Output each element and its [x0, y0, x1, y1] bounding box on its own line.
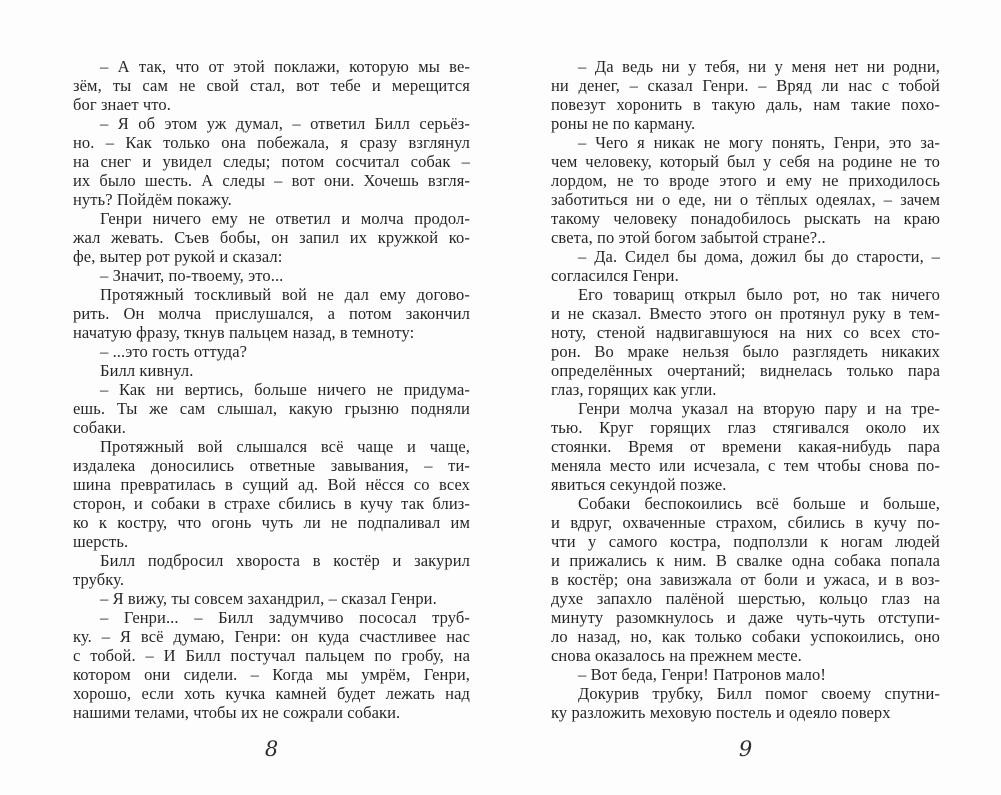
text-line: тью. Круг горящих глаз стягивался около их [551, 418, 940, 437]
text-line: и не сказал. Вместо этого он протянул руку в тем- [551, 304, 940, 323]
page-number-right: 9 [738, 737, 753, 761]
paragraph [551, 665, 940, 684]
text-line: нашими телами, чтобы их не сожрали собаки. [73, 703, 401, 722]
paragraph [73, 114, 470, 209]
left-page [73, 57, 470, 761]
paragraph [551, 133, 940, 247]
text-line: рон. Во мраке нельзя было разглядеть никаких [551, 342, 940, 361]
text-line: – Я вижу, ты совсем захандрил, – сказал Генри. [100, 589, 437, 608]
text-line: собаки. [73, 418, 126, 437]
text-line: зём, ты сам не свой стал, вот тебе и мерещится [73, 76, 470, 95]
paragraph [551, 57, 940, 133]
text-line: начатую фразу, ткнув пальцем назад, в темноту: [73, 323, 415, 342]
text-line: хорошо, если хоть кучка камней будет лежать над [73, 684, 470, 703]
text-line: роны не по карману. [551, 114, 696, 133]
page-number-left: 8 [264, 737, 279, 761]
text-line: и вдруг, охваченные страхом, сбились в кучу по- [551, 513, 940, 532]
text-line: и прижались к ним. В свалке одна собака попала [551, 551, 940, 570]
text-line: ло назад, но, как только собаки успокоились, оно [551, 627, 940, 646]
text-line: Докурив трубку, Билл помог своему спутни- [578, 684, 940, 703]
text-line: Его товарищ открыл было рот, но так ничего [578, 285, 940, 304]
text-line: минуту разомкнулось и даже чуть-чуть отступи- [551, 608, 940, 627]
text-line: трубку. [73, 570, 125, 589]
paragraph [73, 209, 470, 266]
left-page-text [73, 57, 470, 722]
text-line: Билл кивнул. [100, 361, 194, 380]
text-line: чти у самого костра, подползли к ногам людей [551, 532, 940, 551]
text-line: бог знает что. [73, 95, 171, 114]
paragraph [73, 608, 470, 722]
text-line: жал жевать. Съев бобы, он запил их кружкой ко- [73, 228, 470, 247]
text-line: ко к костру, что огонь чуть ли не подпаливал им [73, 513, 470, 532]
text-line: на снег и увидел следы; потом сосчитал собак – [73, 152, 470, 171]
text-line: ку. – Я всё думаю, Генри: он куда счастливее нас [73, 627, 470, 646]
text-line: Билл подбросил хвороста в костёр и закурил [100, 551, 470, 570]
text-line: лордом, не то вроде этого и ему не приходилось [551, 171, 940, 190]
paragraph [551, 684, 940, 722]
paragraph [551, 399, 940, 494]
text-line: рить. Он молча прислушался, а потом закончил [73, 304, 470, 323]
text-line: – Я об этом уж думал, – ответил Билл серьёз- [100, 114, 470, 133]
paragraph [551, 247, 940, 285]
text-line: Собаки беспокоились всё больше и больше, [578, 494, 940, 513]
text-line: такому человеку понадобилось рыскать на краю [551, 209, 940, 228]
text-line: снова оказалось на прежнем месте. [551, 646, 802, 665]
text-line: ку разложить меховую постель и одеяло поверх [551, 703, 891, 722]
paragraph [73, 57, 470, 114]
text-line: с тобой. – И Билл постучал пальцем по гробу, на [73, 646, 470, 665]
right-page-text [551, 57, 940, 722]
paragraph [73, 285, 470, 342]
text-line: стоянки. Время от времени какая-нибудь пара [551, 437, 940, 456]
text-line: Протяжный вой слышался всё чаще и чаще, [100, 437, 470, 456]
text-line: света, по этой богом забытой стране?.. [551, 228, 826, 247]
text-line: – Вот беда, Генри! Патронов мало! [578, 665, 826, 684]
text-line: шина превратилась в сущий ад. Вой нёсся со всех [73, 475, 470, 494]
text-line: – Чего я никак не могу понять, Генри, это за- [578, 133, 940, 152]
text-line: – Как ни вертись, больше ничего не придума- [100, 380, 470, 399]
text-line: – ...это гость оттуда? [100, 342, 248, 361]
paragraph [73, 361, 470, 380]
text-line: чем человеку, который был у себя на родине не то [551, 152, 940, 171]
text-line: в костёр; она завизжала от боли и ужаса, и в воз- [551, 570, 940, 589]
paragraph [73, 380, 470, 437]
text-line: духе запахло палёной шерстью, кольцо глаз на [551, 589, 940, 608]
text-line: ешь. Ты же сам слышал, какую грызню подняли [73, 399, 470, 418]
text-line: – Да. Сидел бы дома, дожил бы до старости, – [578, 247, 940, 266]
paragraph [73, 589, 470, 608]
right-page [551, 57, 940, 761]
text-line: заботиться ни о еде, ни о тёплых одеялах, – зачем [551, 190, 940, 209]
text-line: фе, вытер рот рукой и сказал: [73, 247, 283, 266]
paragraph [73, 342, 470, 361]
text-line: Генри молча указал на вторую пару и на тре- [578, 399, 940, 418]
text-line: согласился Генри. [551, 266, 679, 285]
text-line: шерсть. [73, 532, 129, 551]
paragraph [551, 494, 940, 665]
text-line: сторон, и собаки в страхе сбились в кучу так близ- [73, 494, 470, 513]
paragraph [73, 551, 470, 589]
text-line: их было шесть. А следы – вот они. Хочешь взгля- [73, 171, 470, 190]
text-line: ни денег, – сказал Генри. – Вряд ли нас с тобой [551, 76, 940, 95]
text-line: Протяжный тоскливый вой не дал ему догово- [100, 285, 470, 304]
paragraph [73, 437, 470, 551]
text-line: явиться секундой позже. [551, 475, 727, 494]
text-line: ноту, стеной надвигавшуюся на них со всех сто- [551, 323, 940, 342]
paragraph [73, 266, 470, 285]
text-line: нуть? Пойдём покажу. [73, 190, 232, 209]
text-line: повезут хоронить в такую даль, нам такие похо- [551, 95, 940, 114]
text-line: – Генри... – Билл задумчиво пососал труб- [100, 608, 470, 627]
text-line: но. – Как только она побежала, я сразу взглянул [73, 133, 470, 152]
text-line: – Значит, по-твоему, это... [100, 266, 284, 285]
text-line: – Да ведь ни у тебя, ни у меня нет ни родни, [578, 57, 940, 76]
text-line: меняла место или исчезала, с тем чтобы снова по- [551, 456, 940, 475]
text-line: Генри ничего ему не ответил и молча продол- [100, 209, 470, 228]
text-line: – А так, что от этой поклажи, которую мы ве- [100, 57, 470, 76]
paragraph [551, 285, 940, 399]
text-line: определённых очертаний; виднелась только пара [551, 361, 940, 380]
text-line: глаз, горящих как угли. [551, 380, 717, 399]
text-line: котором они сидели. – Когда мы умрём, Генри, [73, 665, 470, 684]
text-line: издалека доносились ответные завывания, – ти- [73, 456, 470, 475]
